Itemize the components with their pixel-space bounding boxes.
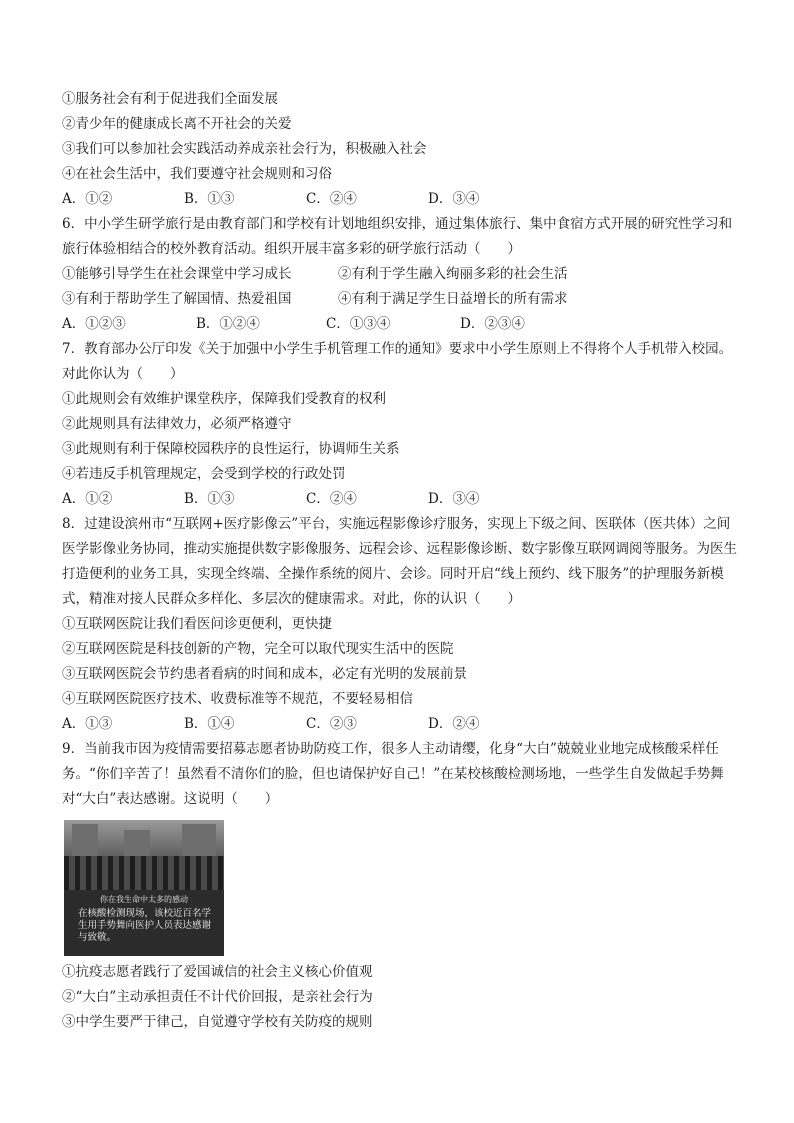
q7-option-a: A．①② — [62, 491, 113, 507]
photo-building — [72, 824, 98, 860]
q8-item-3: ③互联网医院会节约患者看病的时间和成本，必定有光明的发展前景 — [62, 666, 467, 682]
q6-items-row-2 — [62, 287, 742, 312]
q7-option-c: C．②④ — [306, 491, 357, 507]
q6-stem: 6．中小学生研学旅行是由教育部门和学校有计划地组织安排，通过集体旅行、集中食宿方式开展的研究性学习和旅行体验相结合的校外教育活动。组织开展丰富多彩的研学旅行活动（ ） — [62, 216, 733, 257]
q8-item-4: ④互联网医院医疗技术、收费标准等不规范，不要轻易相信 — [62, 691, 413, 707]
q7-option-d: D．③④ — [428, 491, 480, 507]
q6-item-4: ④有利于满足学生日益增长的所有需求 — [338, 291, 568, 307]
q8-stem: 8．过建设滨州市“互联网+医疗影像云”平台，实施远程影像诊疗服务，实现上下级之间、医联体（医共体）之间医学影像业务协同，推动实施提供数字影像服务、远程会诊、远程影像诊断、数字影像互联网调阅等服务。为医生打造便利的业务工具，实现全终端、全操作系统的阅片、会诊。同时开启“线上预约、线下服务”的护理服务新模式，精准对接人民群众多样化、多层次的健康需求。对此，你的认识（ ） — [62, 516, 737, 607]
q5-item-2: ②青少年的健康成长离不开社会的关爱 — [62, 116, 292, 132]
q8-item-2: ②互联网医院是科技创新的产物，完全可以取代现实生活中的医院 — [62, 641, 454, 657]
photo-students — [64, 856, 224, 890]
q5-item-4: ④在社会生活中，我们要遵守社会规则和习俗 — [62, 166, 332, 182]
q8-item-1: ①互联网医院让我们看医问诊更便利，更快捷 — [62, 616, 332, 632]
q6-option-a: A．①②③ — [62, 316, 126, 332]
q6-items-row-1 — [62, 262, 742, 287]
q5-option-c: C．②④ — [306, 191, 357, 207]
q7-options — [62, 487, 742, 512]
q6-option-d: D．②③④ — [460, 316, 525, 332]
q5-item-3: ③我们可以参加社会实践活动养成亲社会行为，积极融入社会 — [62, 141, 427, 157]
q9-item-3: ③中学生要严于律己，自觉遵守学校有关防疫的规则 — [62, 1014, 373, 1030]
q6-option-c: C．①③④ — [326, 316, 391, 332]
q6-item-3: ③有利于帮助学生了解国情、热爱祖国 — [62, 291, 292, 307]
q7-item-3: ③此规则有利于保障校园秩序的良性运行，协调师生关系 — [62, 441, 400, 457]
exam-page — [62, 87, 742, 1035]
q8-option-b: B．①④ — [184, 716, 235, 732]
q8-option-a: A．①③ — [62, 716, 113, 732]
q7-stem: 7．教育部办公厅印发《关于加强中小学生手机管理工作的通知》要求中小学生原则上不得将个人手机带入校园。对此你认为（ ） — [62, 341, 733, 382]
q5-options — [62, 187, 742, 212]
q8-option-c: C．②③ — [306, 716, 357, 732]
photo-building — [182, 824, 216, 860]
q5-option-b: B．①③ — [184, 191, 235, 207]
q7-item-2: ②此规则具有法律效力，必须严格遵守 — [62, 416, 292, 432]
q9-stem: 9．当前我市因为疫情需要招募志愿者协助防疫工作，很多人主动请缨，化身“大白”兢兢业业地完成核酸采样任务。“你们辛苦了！虽然看不清你们的脸，但也请保护好自己！”在某校核酸检测场地，一些学生自发做起手势舞对“大白”表达感谢。这说明（ ） — [62, 741, 724, 807]
q6-item-2: ②有利于学生融入绚丽多彩的社会生活 — [338, 266, 568, 282]
q8-option-d: D．②④ — [428, 716, 480, 732]
q5-option-a: A．①② — [62, 191, 113, 207]
q9-photo — [64, 820, 224, 956]
q7-item-4: ④若违反手机管理规定，会受到学校的行政处罚 — [62, 466, 346, 482]
q7-option-b: B．①③ — [184, 491, 235, 507]
q5-item-1: ①服务社会有利于促进我们全面发展 — [62, 91, 278, 107]
q9-item-1: ①抗疫志愿者践行了爱国诚信的社会主义核心价值观 — [62, 964, 373, 980]
q6-options — [62, 312, 742, 337]
photo-caption-title: 你在我生命中太多的感动 — [100, 895, 188, 904]
q6-item-1: ①能够引导学生在社会课堂中学习成长 — [62, 266, 292, 282]
q6-option-b: B．①②④ — [196, 316, 260, 332]
q5-option-d: D．③④ — [428, 191, 480, 207]
q8-options — [62, 712, 742, 737]
q7-item-1: ①此规则会有效维护课堂秩序，保障我们受教育的权利 — [62, 391, 386, 407]
photo-caption: 在核酸检测现场，该校近百名学生用手势舞向医护人员表达感谢与致敬。 — [78, 908, 212, 943]
q9-item-2: ②“大白”主动承担责任不计代价回报，是亲社会行为 — [62, 989, 373, 1005]
